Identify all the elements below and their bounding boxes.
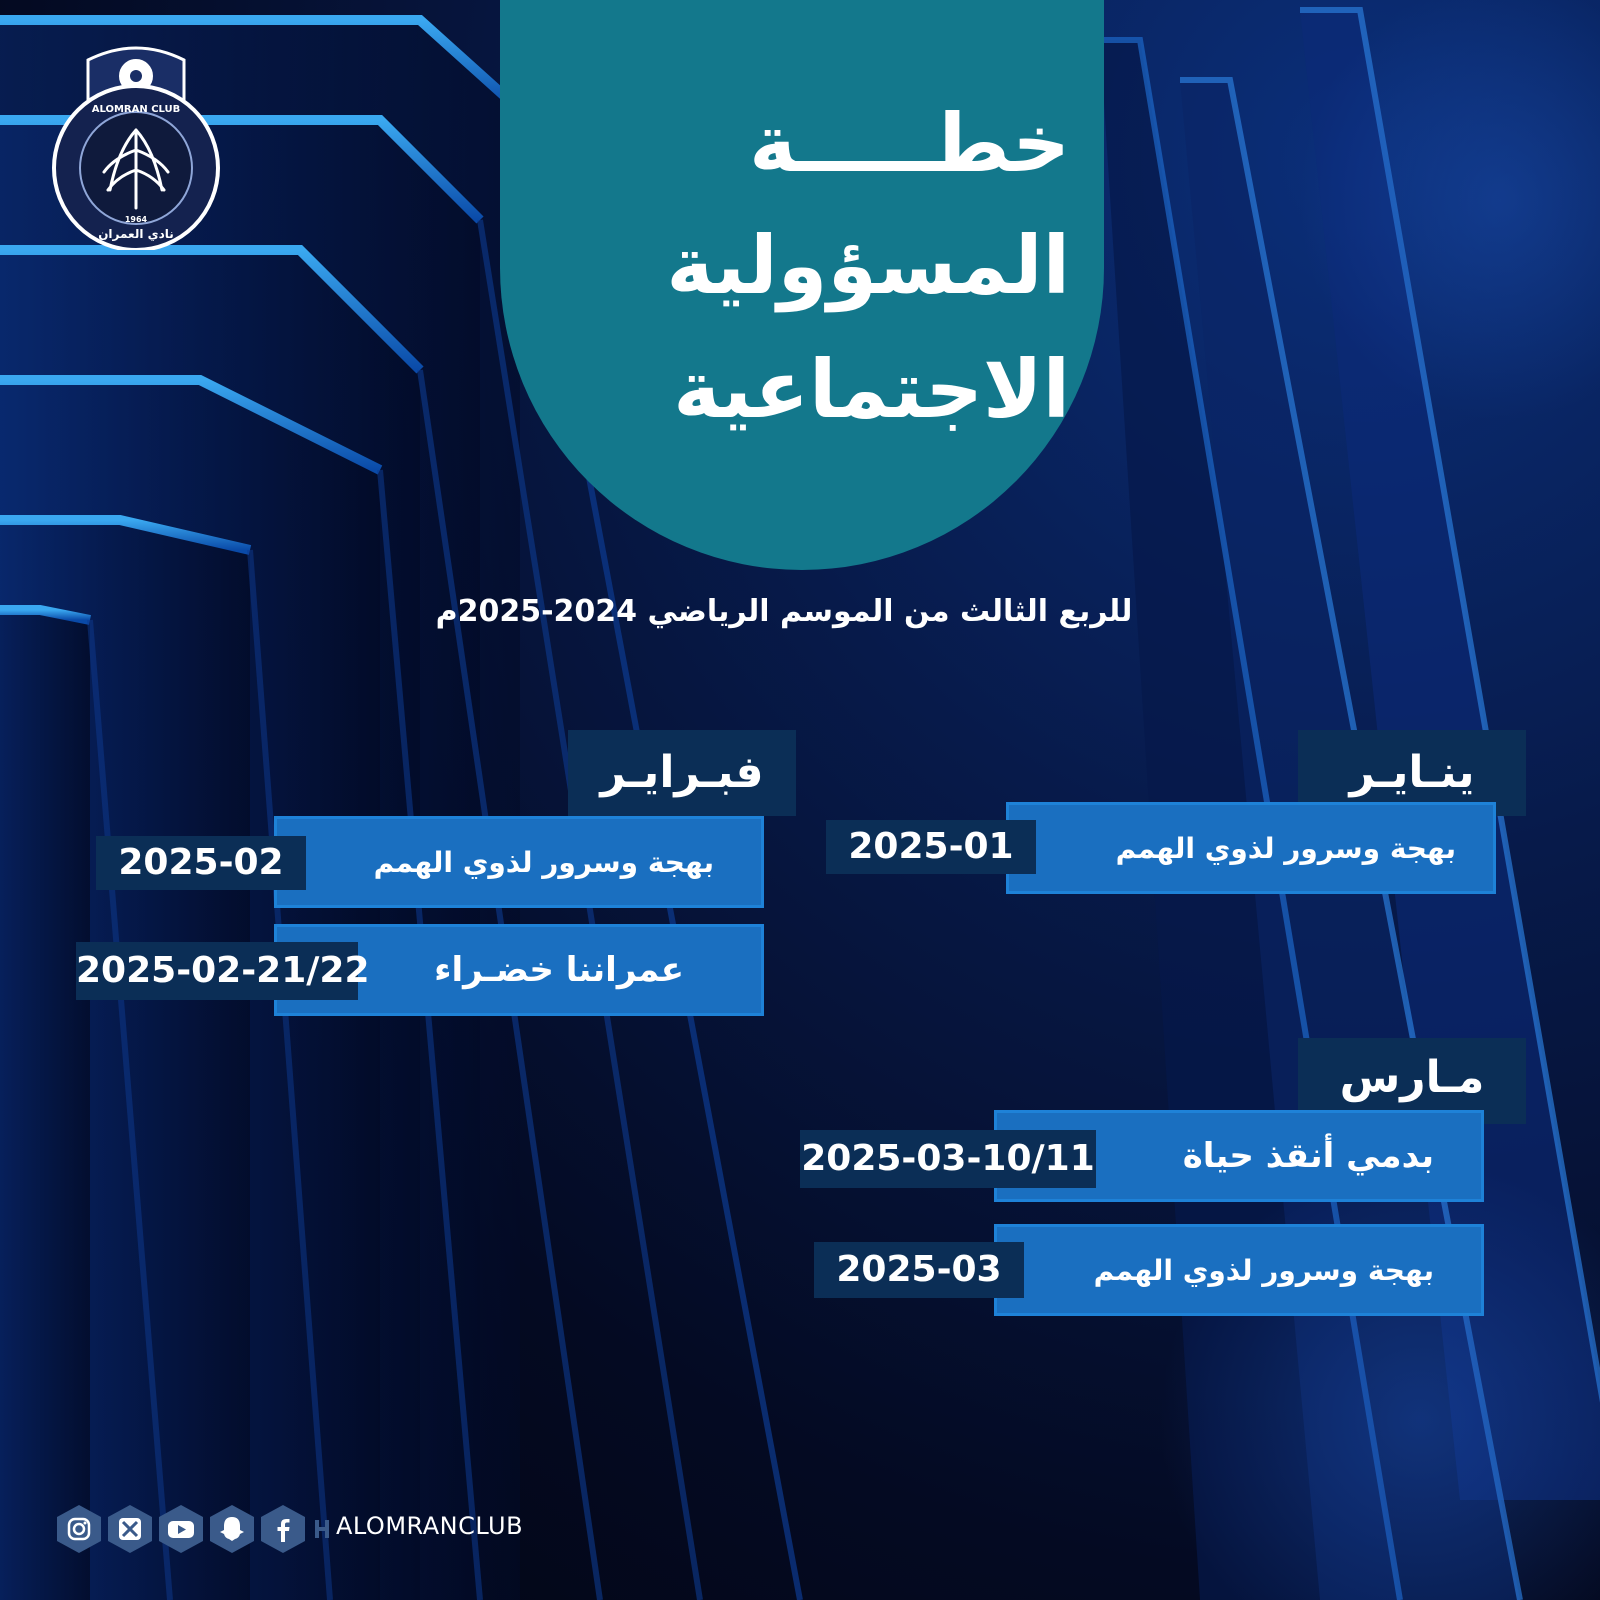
separator-icon xyxy=(311,1504,333,1554)
social-links xyxy=(56,1504,338,1554)
title-line-3: الاجتماعية xyxy=(673,343,1070,436)
snapchat-icon[interactable] xyxy=(209,1504,255,1554)
event-date: 2025-03 xyxy=(814,1242,1024,1298)
event-title: عمراننا خضـراء xyxy=(434,950,684,990)
event-title: بهجة وسرور لذوي الهمم xyxy=(373,845,714,879)
social-handle: ALOMRANCLUB xyxy=(336,1512,524,1540)
month-february: فبـرايـر xyxy=(568,730,796,816)
svg-text:ALOMRAN CLUB: ALOMRAN CLUB xyxy=(91,104,181,115)
event-date: 2025-01 xyxy=(826,820,1036,874)
event-date: 2025-02 xyxy=(96,836,306,890)
event-january-1 xyxy=(1006,802,1496,894)
youtube-icon[interactable] xyxy=(158,1504,204,1554)
month-january: ينـايـر xyxy=(1298,730,1526,816)
subtitle: للربع الثالث من الموسم الرياضي 2024-2025م xyxy=(435,594,1133,629)
facebook-icon[interactable] xyxy=(260,1504,306,1554)
month-march: مـارس xyxy=(1298,1038,1526,1124)
event-date: 2025-03-10/11 xyxy=(800,1130,1096,1188)
event-title: بدمي أنقذ حياة xyxy=(1182,1136,1434,1176)
svg-text:نادي العمران: نادي العمران xyxy=(98,227,174,241)
event-title: بهجة وسرور لذوي الهمم xyxy=(1115,831,1456,865)
event-february-1 xyxy=(274,816,764,908)
instagram-icon[interactable] xyxy=(56,1504,102,1554)
club-logo xyxy=(48,40,224,250)
left-panels xyxy=(0,20,520,1600)
event-date: 2025-02-21/22 xyxy=(76,942,358,1000)
svg-text:1964: 1964 xyxy=(124,215,148,224)
event-title: بهجة وسرور لذوي الهمم xyxy=(1093,1253,1434,1287)
x-icon[interactable] xyxy=(107,1504,153,1554)
title-line-2: المسؤولية xyxy=(666,219,1070,312)
title-line-1: خطـــــة xyxy=(749,97,1070,190)
event-march-2 xyxy=(994,1224,1484,1316)
